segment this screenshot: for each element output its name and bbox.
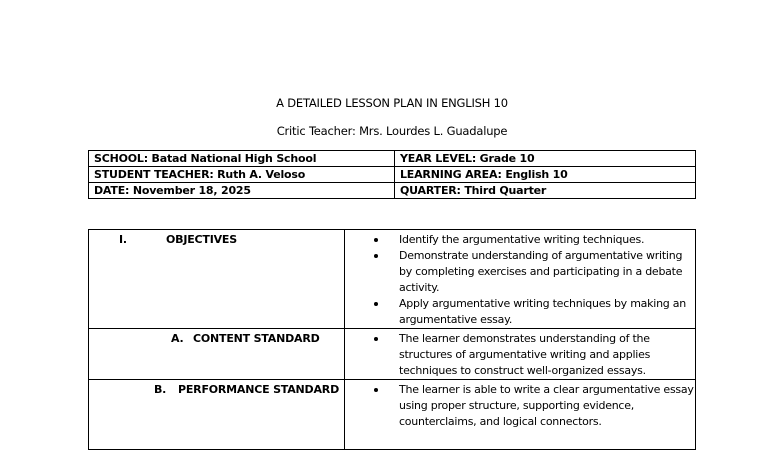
content-standard-heading-cell [89, 329, 345, 380]
info-row [89, 183, 696, 199]
year-level-cell: YEAR LEVEL: Grade 10 [395, 151, 696, 167]
content-standard-content-cell [345, 329, 696, 380]
content-standard-label: CONTENT STANDARD [193, 332, 320, 345]
list-item: Demonstrate understanding of argumentative writing by completing exercises and participating in a debate activity. [345, 248, 695, 296]
objectives-heading-cell [89, 230, 345, 329]
objectives-list [345, 230, 695, 328]
info-row [89, 151, 696, 167]
lesson-plan-table [88, 229, 696, 450]
performance-standard-label: PERFORMANCE STANDARD [178, 383, 340, 396]
objectives-label: OBJECTIVES [166, 233, 237, 246]
list-item: The learner demonstrates understanding of the structures of argumentative writing and applies techniques to construct well-organized essays. [345, 331, 695, 379]
objectives-number: I. [119, 233, 127, 246]
info-table [88, 150, 696, 199]
content-standard-list [345, 329, 695, 379]
list-item: Apply argumentative writing techniques by making an argumentative essay. [345, 296, 695, 328]
student-teacher-cell: STUDENT TEACHER: Ruth A. Veloso [89, 167, 395, 183]
performance-standard-content-cell [345, 380, 696, 450]
performance-standard-row [89, 380, 696, 450]
performance-standard-heading-cell [89, 380, 345, 450]
critic-teacher-line: Critic Teacher: Mrs. Lourdes L. Guadalupe [276, 124, 508, 138]
list-item: Identify the argumentative writing techniques. [345, 232, 695, 248]
quarter-cell: QUARTER: Third Quarter [395, 183, 696, 199]
content-standard-number: A. [171, 332, 184, 345]
objectives-content-cell [345, 230, 696, 329]
objectives-row [89, 230, 696, 329]
date-cell: DATE: November 18, 2025 [89, 183, 395, 199]
school-cell: SCHOOL: Batad National High School [89, 151, 395, 167]
performance-standard-list [345, 380, 695, 430]
lesson-plan-title: A DETAILED LESSON PLAN IN ENGLISH 10 [276, 96, 508, 110]
list-item: The learner is able to write a clear argumentative essay using proper structure, supporting evidence, counterclaims, and logical connectors. [345, 382, 695, 430]
performance-standard-number: B. [154, 383, 167, 396]
info-row [89, 167, 696, 183]
learning-area-cell: LEARNING AREA: English 10 [395, 167, 696, 183]
content-standard-row [89, 329, 696, 380]
